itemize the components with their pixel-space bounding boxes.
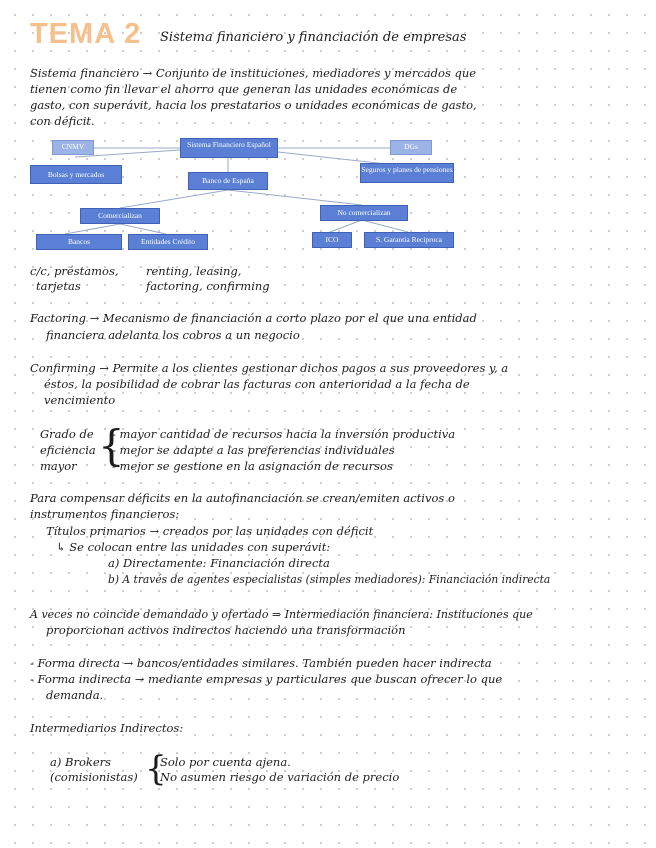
eficiencia-item: - mejor se adapte a las preferencias individuales bbox=[112, 443, 395, 457]
forma-line: - Forma directa → bancos/entidades similares. También pueden hacer indirecta bbox=[30, 656, 492, 670]
diagram-node-comercializan: Comercializan bbox=[80, 208, 160, 224]
confirming-line: Confirming → Permite a los clientes gestionar dichos pagos a sus proveedores y, a bbox=[30, 361, 509, 375]
eficiencia-label: mayor bbox=[40, 459, 77, 473]
note-left: c/c, préstamos, bbox=[30, 264, 119, 278]
compensar-line: Títulos primarios → creados por las unidades con déficit bbox=[46, 524, 374, 538]
diagram-node-no-comercializan: No comercializan bbox=[320, 205, 408, 221]
intermediarios-label: (comisionistas) bbox=[50, 770, 138, 784]
compensar-line: a) Directamente: Financiación directa bbox=[108, 556, 330, 570]
diagram-node-dgs: DGs bbox=[390, 140, 432, 155]
intermediarios-heading: Intermediarios Indirectos: bbox=[30, 721, 184, 735]
diagram-node-root: Sistema Financiero Español bbox=[180, 138, 278, 158]
factoring-line: Factoring → Mecanismo de financiación a corto plazo por el que una entidad bbox=[30, 311, 477, 325]
confirming-line: éstos, la posibilidad de cobrar las facturas con anterioridad a la fecha de bbox=[44, 377, 470, 391]
diagram-node-bancos: Bancos bbox=[36, 234, 122, 250]
diagram-node-banco-espana: Banco de España bbox=[188, 172, 268, 190]
definition-line: Sistema financiero → Conjunto de instituciones, mediadores y mercados que bbox=[30, 66, 477, 80]
intermediarios-label: a) Brokers bbox=[50, 755, 112, 769]
note-left: tarjetas bbox=[36, 279, 81, 293]
diagram-node-ico: ICO bbox=[312, 232, 352, 248]
page-subtitle: Sistema financiero y financiación de empresas bbox=[160, 30, 467, 45]
eficiencia-item: - mejor se gestione en la asignación de recursos bbox=[112, 459, 393, 473]
page-title: TEMA 2 bbox=[30, 18, 142, 50]
eficiencia-label: Grado de bbox=[40, 427, 94, 441]
compensar-line: Para compensar déficits en la autofinanciación se crean/emiten activos o bbox=[30, 491, 455, 505]
eficiencia-item: - mayor cantidad de recursos hacia la inversión productiva bbox=[112, 427, 456, 441]
note-right: factoring, confirming bbox=[146, 279, 270, 293]
eficiencia-label: eficiencia bbox=[40, 443, 96, 457]
definition-line: tienen como fin llevar el ahorro que generan las unidades económicas de bbox=[30, 82, 458, 96]
compensar-line: b) A través de agentes especialistas (simples mediadores): Financiación indirecta bbox=[108, 573, 551, 586]
intermediacion-line: proporcionan activos indirectos haciendo una transformación bbox=[46, 623, 406, 637]
note-right: renting, leasing, bbox=[146, 264, 242, 278]
diagram-node-cnmv: CNMV bbox=[52, 140, 94, 155]
intermediarios-item: No asumen riesgo de variación de precio bbox=[160, 770, 400, 784]
compensar-line: ↳ Se colocan entre las unidades con superávit: bbox=[56, 540, 331, 554]
diagram-node-bolsas: Bolsas y mercados bbox=[30, 165, 122, 184]
brace-icon: { bbox=[98, 421, 125, 470]
compensar-line: instrumentos financieros: bbox=[30, 507, 180, 521]
confirming-line: vencimiento bbox=[44, 393, 116, 407]
forma-line: demanda. bbox=[46, 688, 104, 702]
forma-line: - Forma indirecta → mediante empresas y particulares que buscan ofrecer lo que bbox=[30, 672, 503, 686]
definition-line: con déficit. bbox=[30, 114, 95, 128]
diagram-node-seguros: Seguros y planes de pensiones bbox=[360, 163, 454, 183]
brace-icon: { bbox=[145, 749, 167, 789]
diagram-node-entidades: Entidades Crédito bbox=[128, 234, 208, 250]
intermediacion-line: A veces no coincide demandado y ofertado ⇒ Intermediación financiera: Instituciones que bbox=[30, 608, 533, 621]
intermediarios-item: Solo por cuenta ajena. bbox=[160, 755, 291, 769]
diagram-node-garantia: S. Garantía Recíproca bbox=[364, 232, 454, 248]
factoring-line: financiera adelanta los cobros a un negocio bbox=[46, 328, 300, 342]
definition-line: gasto, con superávit, hacia los prestatarios o unidades económicas de gasto, bbox=[30, 98, 477, 112]
